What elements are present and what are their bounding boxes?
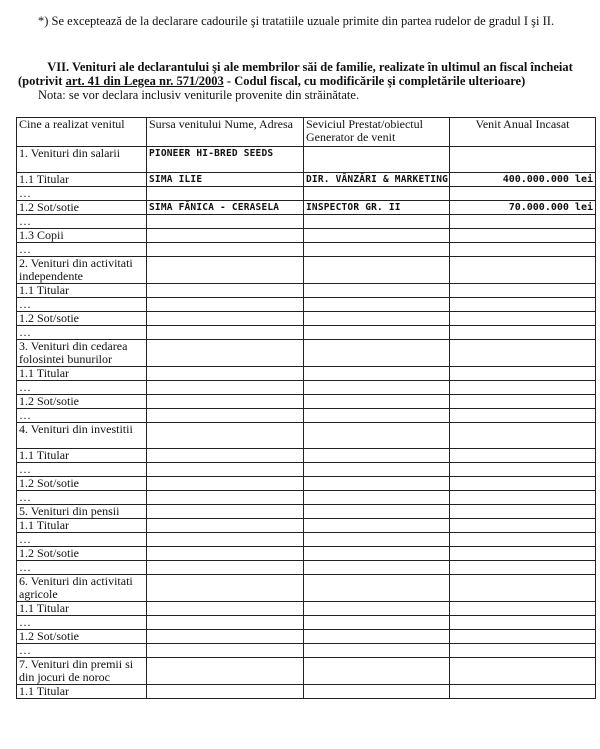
cell-serviciul — [304, 298, 450, 312]
cell-serviciul — [304, 215, 450, 229]
cell-venit — [450, 575, 596, 602]
cell-cine: 1.2 Sot/sotie — [17, 395, 147, 409]
table-row — [17, 602, 596, 616]
cell-cine: … — [17, 491, 147, 505]
cell-cine: 4. Venituri din investitii — [17, 423, 147, 449]
cell-cine: … — [17, 644, 147, 658]
cell-serviciul — [304, 187, 450, 201]
top-footnote: *) Se exceptează de la declarare cadourile şi tratatiile uzuale primite din partea rudelor de gradul I şi II. — [38, 14, 555, 28]
cell-serviciul: DIR. VÂNZĂRI & MARKETING — [304, 173, 450, 187]
cell-serviciul — [304, 449, 450, 463]
cell-serviciul — [304, 147, 450, 173]
table-row — [17, 658, 596, 685]
table-row — [17, 312, 596, 326]
cell-sursa — [147, 477, 304, 491]
cell-sursa — [147, 630, 304, 644]
table-row — [17, 298, 596, 312]
cell-venit — [450, 340, 596, 367]
cell-cine: 1.2 Sot/sotie — [17, 312, 147, 326]
cell-cine: 5. Venituri din pensii — [17, 505, 147, 519]
cell-venit — [450, 326, 596, 340]
cell-sursa — [147, 215, 304, 229]
cell-serviciul — [304, 547, 450, 561]
cell-cine: 1.1 Titular — [17, 284, 147, 298]
law-link[interactable]: art. 41 din Legea nr. 571/2003 — [65, 74, 224, 88]
subtitle-prefix: (potrivit — [18, 74, 66, 88]
cell-sursa — [147, 685, 304, 699]
cell-venit — [450, 312, 596, 326]
table-row — [17, 491, 596, 505]
table-row — [17, 381, 596, 395]
cell-venit: 400.000.000 lei — [450, 173, 596, 187]
cell-serviciul — [304, 326, 450, 340]
cell-cine: … — [17, 381, 147, 395]
table-row — [17, 147, 596, 173]
cell-serviciul — [304, 477, 450, 491]
table-row — [17, 423, 596, 449]
header-serviciul: Seviciul Prestat/obiectul Generator de venit — [304, 118, 450, 147]
cell-sursa — [147, 312, 304, 326]
cell-venit — [450, 381, 596, 395]
cell-venit — [450, 187, 596, 201]
cell-serviciul — [304, 395, 450, 409]
cell-serviciul — [304, 284, 450, 298]
cell-serviciul — [304, 658, 450, 685]
subtitle-suffix: - Codul fiscal, cu modificările şi completările ulterioare) — [223, 74, 526, 88]
cell-serviciul — [304, 491, 450, 505]
table-header-row — [17, 118, 596, 147]
cell-sursa — [147, 187, 304, 201]
cell-venit — [450, 533, 596, 547]
cell-sursa: SIMA ILIE — [147, 173, 304, 187]
cell-venit — [450, 229, 596, 243]
table-row — [17, 187, 596, 201]
cell-cine: 6. Venituri din activitati agricole — [17, 575, 147, 602]
cell-serviciul — [304, 409, 450, 423]
cell-sursa — [147, 602, 304, 616]
cell-serviciul — [304, 312, 450, 326]
table-row — [17, 395, 596, 409]
cell-venit — [450, 477, 596, 491]
cell-cine: 1.1 Titular — [17, 519, 147, 533]
cell-cine: … — [17, 533, 147, 547]
table-row — [17, 257, 596, 284]
cell-sursa — [147, 533, 304, 547]
cell-sursa — [147, 561, 304, 575]
cell-serviciul — [304, 505, 450, 519]
cell-serviciul — [304, 616, 450, 630]
cell-sursa — [147, 340, 304, 367]
table-body — [17, 147, 596, 699]
cell-sursa — [147, 491, 304, 505]
cell-cine: 1. Venituri din salarii — [17, 147, 147, 173]
cell-venit — [450, 658, 596, 685]
cell-sursa — [147, 409, 304, 423]
cell-serviciul — [304, 243, 450, 257]
income-table — [16, 117, 596, 699]
table-row — [17, 505, 596, 519]
cell-sursa — [147, 658, 304, 685]
cell-sursa — [147, 326, 304, 340]
cell-sursa: PIONEER HI-BRED SEEDS — [147, 147, 304, 173]
cell-venit — [450, 367, 596, 381]
table-row — [17, 367, 596, 381]
section-title: VII. Venituri ale declarantului şi ale membrilor săi de familie, realizate în ultimul an fiscal încheiat — [47, 60, 573, 74]
cell-cine: … — [17, 326, 147, 340]
table-row — [17, 229, 596, 243]
cell-cine: 2. Venituri din activitati independente — [17, 257, 147, 284]
cell-serviciul — [304, 685, 450, 699]
cell-venit — [450, 298, 596, 312]
cell-serviciul — [304, 367, 450, 381]
cell-venit — [450, 630, 596, 644]
cell-serviciul — [304, 340, 450, 367]
cell-serviciul — [304, 533, 450, 547]
cell-cine: 1.2 Sot/sotie — [17, 547, 147, 561]
table-row — [17, 340, 596, 367]
cell-sursa — [147, 367, 304, 381]
cell-venit — [450, 519, 596, 533]
cell-serviciul — [304, 575, 450, 602]
cell-serviciul — [304, 463, 450, 477]
table-row — [17, 519, 596, 533]
cell-serviciul — [304, 602, 450, 616]
cell-cine: 1.2 Sot/sotie — [17, 201, 147, 215]
cell-sursa — [147, 284, 304, 298]
cell-cine: 1.1 Titular — [17, 449, 147, 463]
table-row — [17, 561, 596, 575]
cell-venit — [450, 423, 596, 449]
table-row — [17, 477, 596, 491]
cell-sursa — [147, 519, 304, 533]
cell-sursa — [147, 298, 304, 312]
cell-venit — [450, 685, 596, 699]
cell-venit — [450, 547, 596, 561]
cell-serviciul — [304, 630, 450, 644]
table-row — [17, 173, 596, 187]
table-row — [17, 201, 596, 215]
table-row — [17, 284, 596, 298]
cell-venit — [450, 243, 596, 257]
cell-sursa — [147, 463, 304, 477]
table-row — [17, 575, 596, 602]
cell-cine: … — [17, 616, 147, 630]
cell-sursa — [147, 547, 304, 561]
cell-venit — [450, 491, 596, 505]
cell-venit — [450, 257, 596, 284]
cell-venit — [450, 147, 596, 173]
table-row — [17, 533, 596, 547]
cell-cine: … — [17, 561, 147, 575]
cell-cine: … — [17, 463, 147, 477]
cell-serviciul — [304, 381, 450, 395]
cell-venit — [450, 602, 596, 616]
table-row — [17, 326, 596, 340]
cell-venit: 70.000.000 lei — [450, 201, 596, 215]
cell-sursa — [147, 381, 304, 395]
cell-serviciul — [304, 423, 450, 449]
table-row — [17, 449, 596, 463]
cell-cine: 1.1 Titular — [17, 685, 147, 699]
table-row — [17, 644, 596, 658]
cell-sursa — [147, 575, 304, 602]
cell-venit — [450, 395, 596, 409]
cell-venit — [450, 284, 596, 298]
table-row — [17, 409, 596, 423]
table-row — [17, 243, 596, 257]
cell-cine: … — [17, 298, 147, 312]
table-row — [17, 630, 596, 644]
cell-sursa — [147, 644, 304, 658]
cell-cine: 1.2 Sot/sotie — [17, 630, 147, 644]
cell-venit — [450, 409, 596, 423]
cell-venit — [450, 561, 596, 575]
cell-cine: … — [17, 215, 147, 229]
cell-serviciul — [304, 561, 450, 575]
table-row — [17, 215, 596, 229]
cell-venit — [450, 644, 596, 658]
header-sursa: Sursa venitului Nume, Adresa — [147, 118, 304, 147]
table-row — [17, 685, 596, 699]
cell-cine: 7. Venituri din premii si din jocuri de noroc — [17, 658, 147, 685]
cell-sursa: SIMA FĂNICA - CERASELA — [147, 201, 304, 215]
cell-venit — [450, 215, 596, 229]
cell-cine: 1.2 Sot/sotie — [17, 477, 147, 491]
cell-serviciul — [304, 644, 450, 658]
cell-cine: 1.1 Titular — [17, 367, 147, 381]
cell-venit — [450, 449, 596, 463]
table-row — [17, 547, 596, 561]
cell-cine: 1.1 Titular — [17, 602, 147, 616]
header-venit: Venit Anual Incasat — [450, 118, 596, 147]
cell-sursa — [147, 423, 304, 449]
table-row — [17, 463, 596, 477]
cell-venit — [450, 505, 596, 519]
cell-serviciul — [304, 519, 450, 533]
cell-serviciul: INSPECTOR GR. II — [304, 201, 450, 215]
section-subtitle — [18, 74, 593, 88]
cell-cine: … — [17, 187, 147, 201]
cell-sursa — [147, 257, 304, 284]
cell-cine: 1.3 Copii — [17, 229, 147, 243]
cell-venit — [450, 463, 596, 477]
cell-sursa — [147, 243, 304, 257]
cell-sursa — [147, 395, 304, 409]
cell-sursa — [147, 229, 304, 243]
cell-sursa — [147, 505, 304, 519]
cell-cine: … — [17, 409, 147, 423]
cell-cine: 1.1 Titular — [17, 173, 147, 187]
cell-venit — [450, 616, 596, 630]
header-cine: Cine a realizat venitul — [17, 118, 147, 147]
cell-serviciul — [304, 229, 450, 243]
section-note: Nota: se vor declara inclusiv veniturile provenite din străinătate. — [38, 88, 360, 102]
cell-sursa — [147, 449, 304, 463]
cell-cine: 3. Venituri din cedarea folosintei bunurilor — [17, 340, 147, 367]
cell-serviciul — [304, 257, 450, 284]
cell-sursa — [147, 616, 304, 630]
table-row — [17, 616, 596, 630]
cell-cine: … — [17, 243, 147, 257]
